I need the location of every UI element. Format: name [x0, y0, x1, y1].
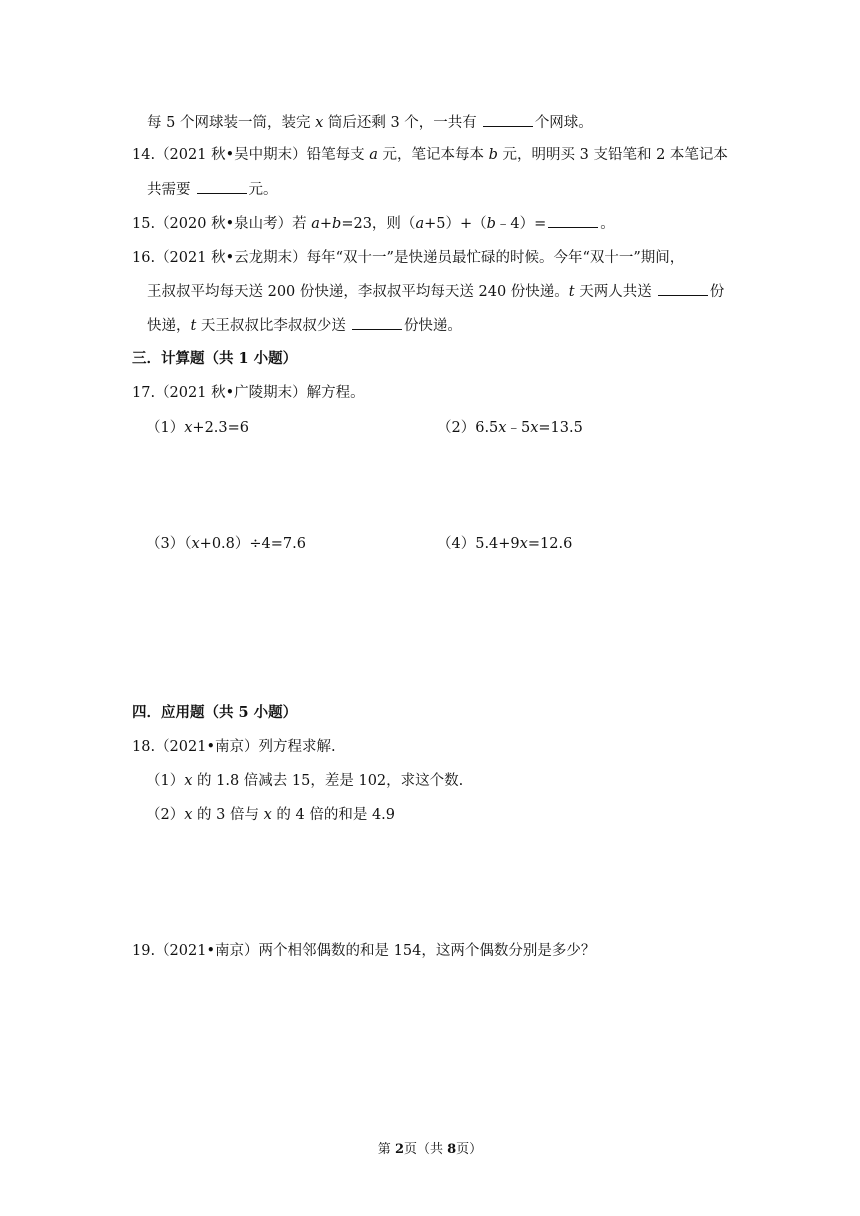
q17-p1-var: x — [184, 420, 193, 436]
q14-line2 — [147, 179, 278, 200]
q13-line — [147, 112, 593, 133]
q17-source: （2021 秋•广陵期末） — [155, 385, 307, 401]
q19-line — [132, 941, 595, 961]
q17-line — [132, 383, 365, 403]
section-4-heading: 四．应用题（共 5 小题） — [132, 704, 298, 721]
q17-p1-rest: +2.3=6 — [192, 420, 250, 436]
q14-answer-blank[interactable] — [197, 179, 247, 194]
q17-p2-var2: x — [530, 420, 539, 436]
q15-source: （2020 秋•泉山考） — [155, 216, 293, 232]
q16-number: 16. — [132, 250, 156, 266]
footer-middle: 页（共 — [403, 1142, 448, 1157]
q18-p1-label: （1） — [146, 773, 185, 789]
q18-p1-var: x — [184, 773, 193, 789]
q17-part-4 — [437, 534, 572, 554]
q18-p2-rest: 的 4 倍的和是 4.9 — [271, 807, 396, 823]
q17-text: 解方程。 — [306, 385, 365, 401]
q19-text: 两个相邻偶数的和是 154，这两个偶数分别是多少？ — [258, 943, 596, 959]
q17-p4-label: （4）5.4+9 — [437, 536, 520, 552]
q17-p2-mid: ﹣5 — [506, 420, 531, 436]
footer-prefix: 第 — [377, 1142, 395, 1157]
q14-line2-b: 元。 — [248, 182, 278, 198]
q16-line2 — [147, 281, 724, 302]
q14-text-a: 铅笔每支 — [306, 147, 370, 163]
q13-answer-blank[interactable] — [483, 112, 533, 127]
q15-line — [132, 213, 615, 234]
q15-text5: 。 — [600, 216, 615, 232]
q15-text4: ﹣4）= — [495, 216, 547, 232]
q16-text-2a: 王叔叔平均每天送 200 份快递，李叔叔平均每天送 240 份快递。 — [147, 284, 569, 300]
q19-source: （2021•南京） — [155, 943, 259, 959]
q16-text-3a: 快递， — [147, 318, 191, 334]
q15-text3: +5）+（ — [424, 216, 487, 232]
q16-text-2b: 天两人共送 — [574, 284, 652, 300]
q18-p1-rest: 的 1.8 倍减去 15，差是 102，求这个数. — [192, 773, 464, 789]
q18-line — [132, 737, 336, 757]
q17-p4-rest: =12.6 — [527, 536, 573, 552]
q13-var: x — [315, 115, 324, 131]
q16-source: （2021 秋•云龙期末） — [155, 250, 307, 266]
q18-p2-var1: x — [184, 807, 193, 823]
q17-p2-rest: =13.5 — [538, 420, 583, 436]
q18-part-1 — [146, 771, 463, 791]
q17-part-1 — [146, 418, 249, 438]
footer-suffix: 页） — [456, 1142, 483, 1157]
q14-text-b: 元，笔记本每本 — [377, 147, 489, 163]
q16-line1 — [132, 248, 684, 268]
q18-part-2 — [146, 805, 395, 825]
footer-page-number: 2 — [394, 1142, 404, 1157]
q15-expr1: a+b — [311, 216, 342, 232]
q16-text-2c: 份 — [709, 284, 725, 300]
q13-text-c: 个网球。 — [534, 115, 593, 131]
q15-expr3: b — [486, 216, 496, 232]
q13-text-b: 筒后还剩 3 个，一共有 — [323, 115, 477, 131]
q16-text-3c: 份快递。 — [403, 318, 462, 334]
q17-number: 17. — [132, 385, 156, 401]
q16-answer-blank-2[interactable] — [352, 315, 402, 330]
q17-p3-label: （3）（ — [146, 536, 192, 552]
q15-text: 若 — [292, 216, 312, 232]
q14-var-b: b — [488, 147, 498, 163]
q18-p2-mid: 的 3 倍与 — [192, 807, 264, 823]
q14-number: 14. — [132, 147, 156, 163]
q17-p1-label: （1） — [146, 420, 185, 436]
q15-answer-blank[interactable] — [548, 213, 598, 228]
q18-p2-label: （2） — [146, 807, 185, 823]
q16-text-1: 每年“双十一”是快递员最忙碌的时候。今年“双十一”期间， — [306, 250, 685, 266]
q16-answer-blank-1[interactable] — [658, 281, 708, 296]
q18-text: 列方程求解. — [258, 739, 336, 755]
footer-total-pages: 8 — [447, 1142, 457, 1157]
page-footer — [0, 1138, 860, 1157]
q17-p3-var: x — [191, 536, 200, 552]
q16-text-3b: 天王叔叔比李叔叔少送 — [196, 318, 346, 334]
q17-part-2 — [437, 418, 583, 438]
q13-text-a: 每 5 个网球装一筒，装完 — [147, 115, 316, 131]
q17-p4-var: x — [519, 536, 528, 552]
q14-text-c: 元，明明买 3 支铅笔和 2 本笔记本 — [497, 147, 728, 163]
q18-source: （2021•南京） — [155, 739, 259, 755]
q18-p2-var2: x — [263, 807, 272, 823]
q19-number: 19. — [132, 943, 156, 959]
q18-number: 18. — [132, 739, 156, 755]
q17-p2-var1: x — [498, 420, 507, 436]
q16-line3 — [147, 315, 462, 336]
q17-p3-rest: +0.8）÷4=7.6 — [199, 536, 306, 552]
q14-source: （2021 秋•吴中期末） — [155, 147, 307, 163]
q15-number: 15. — [132, 216, 156, 232]
q14-var-a: a — [369, 147, 378, 163]
section-3-heading: 三．计算题（共 1 小题） — [132, 350, 298, 367]
q14-line1 — [132, 145, 728, 165]
q14-line2-a: 共需要 — [147, 182, 191, 198]
q15-expr2: a — [415, 216, 425, 232]
q16-var-t2: t — [190, 318, 197, 334]
q17-part-3 — [146, 534, 306, 554]
q15-text2: =23，则（ — [341, 216, 416, 232]
q16-var-t: t — [568, 284, 575, 300]
q17-p2-label: （2）6.5 — [437, 420, 499, 436]
